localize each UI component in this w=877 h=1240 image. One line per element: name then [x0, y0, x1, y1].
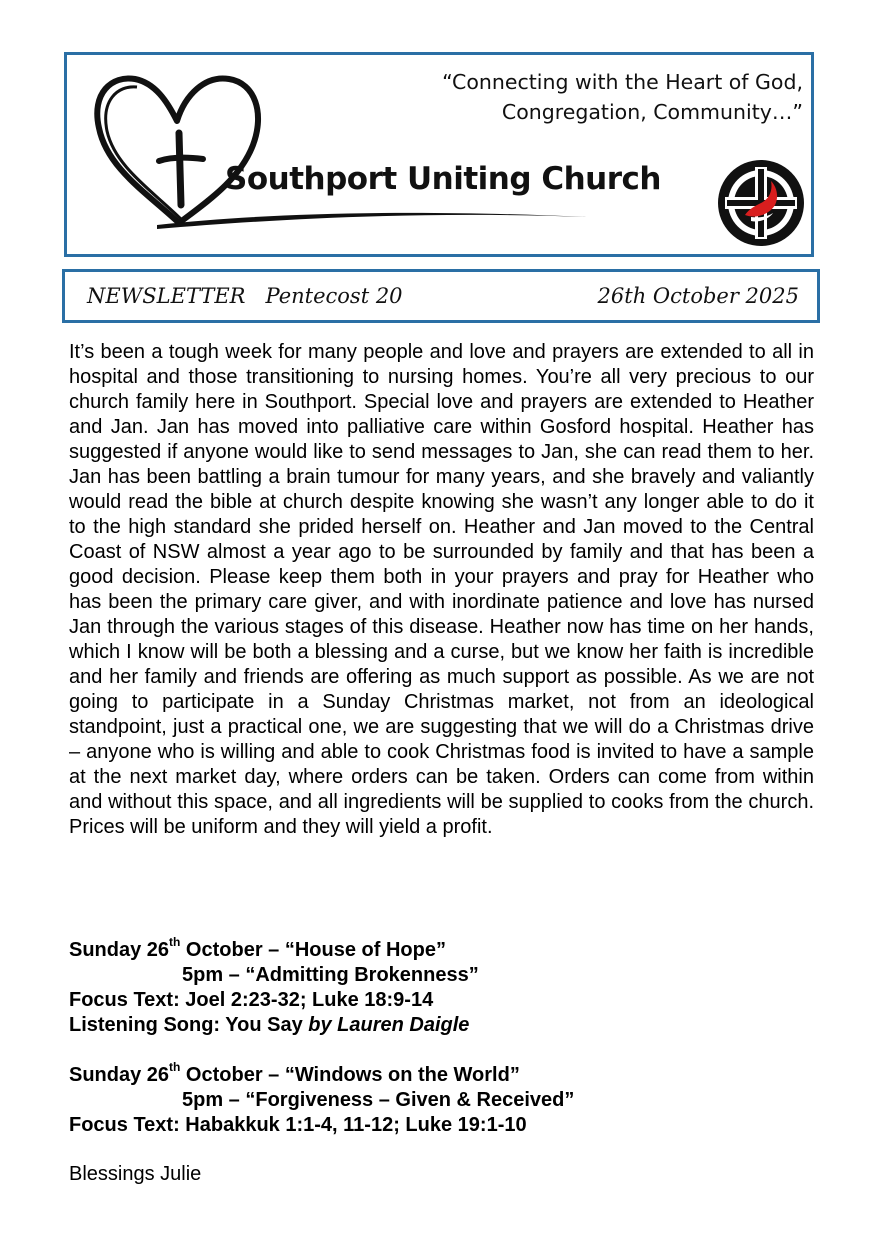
- service-entry: [69, 935, 814, 1038]
- service-evening: 5pm – “Admitting Brokenness”: [182, 964, 479, 986]
- tagline-line-1: “Connecting with the Heart of God,: [442, 70, 803, 94]
- service-focus-text: Focus Text: Joel 2:23-32; Luke 18:9-14: [69, 989, 434, 1011]
- service-listening-song: Listening Song: You Say by Lauren Daigle: [69, 1014, 470, 1036]
- tagline: [442, 67, 803, 127]
- newsletter-date: 26th October 2025: [597, 284, 799, 308]
- uniting-church-emblem-icon: [715, 157, 807, 249]
- service-list: [69, 935, 814, 1138]
- tagline-line-2: Congregation, Community…”: [501, 100, 803, 124]
- service-evening: 5pm – “Forgiveness – Given & Received”: [182, 1089, 575, 1111]
- service-day: Sunday 26th October – “Windows on the World”: [69, 1060, 520, 1086]
- service-focus-text: Focus Text: Habakkuk 1:1-4, 11-12; Luke 19:1-10: [69, 1114, 527, 1136]
- service-entry: [69, 1060, 814, 1138]
- signoff: Blessings Julie: [69, 1163, 202, 1185]
- masthead: [64, 52, 814, 257]
- service-day: Sunday 26th October – “House of Hope”: [69, 935, 446, 961]
- newsletter-banner: [62, 269, 820, 323]
- church-name: Southport Uniting Church: [225, 161, 661, 197]
- pastoral-message: It’s been a tough week for many people and love and prayers are extended to all in hospital and those transitioning to nursing homes. You’re all very precious to our church family here in Southport. Special love and prayers are extended to Heather and Jan. Jan has moved into palliative care within Gosford hospital. Heather has suggested if anyone would like to send messages to Jan, she can read them to her. Jan has been battling a brain tumour for many years, and she bravely and valiantly would read the bible at church despite knowing she wasn’t any longer able to do it to the high standard she prided herself on. Heather and Jan moved to the Central Coast of NSW almost a year ago to be surrounded by family and that has been a good decision. Please keep them both in your prayers and pray for Heather who has been the primary care giver, and with inordinate patience and love has nursed Jan through the various stages of this disease. Heather now has time on her hands, which I know will be both a blessing and a curse, but we know her faith is incredible and her family and friends are offering as much support as possible. As we are not going to participate in a Sunday Christmas market, not from an ideological standpoint, just a practical one, we are suggesting that we will do a Christmas drive – anyone who is willing and able to cook Christmas food is invited to have a sample at the next market day, where orders can be taken. Orders can come from within and without this space, and all ingredients will be supplied to cooks from the church. Prices will be uniform and they will yield a profit.: [69, 341, 814, 838]
- newsletter-issue: NEWSLETTER Pentecost 20: [87, 284, 403, 308]
